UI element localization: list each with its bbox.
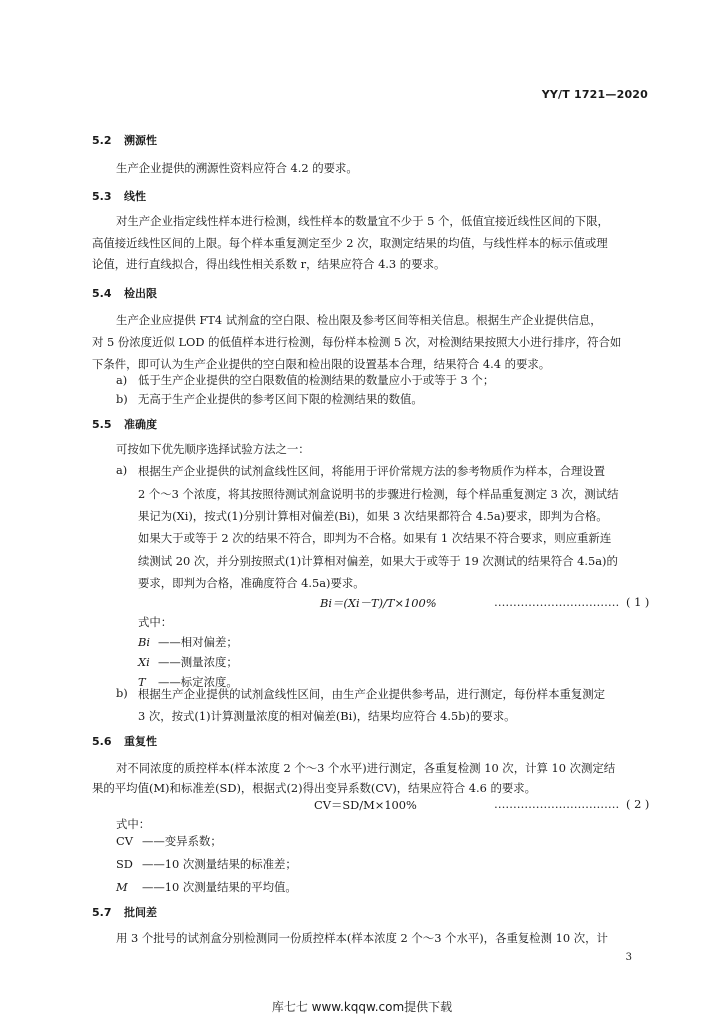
list-item-label: b)	[116, 686, 128, 700]
section-title: 批间差	[124, 906, 157, 919]
symbol: SD	[116, 857, 133, 871]
formula-2-leader-dots: ……………………………	[494, 797, 620, 811]
list-item-text: 无高于生产企业提供的参考区间下限的检测结果的数值。	[138, 392, 423, 406]
symbol-definition	[138, 634, 238, 650]
where-label: 式中：	[116, 817, 151, 831]
paragraph-line: 论值，进行直线拟合，得出线性相关系数 r，结果应符合 4.3 的要求。	[92, 257, 446, 271]
section-heading-5-7	[92, 904, 157, 920]
paragraph-line: 2 个～3 个浓度，将其按照待测试剂盒说明书的步骤进行检测，每个样品重复测定 3 次，测试结	[138, 487, 619, 501]
section-title: 线性	[124, 190, 146, 203]
section-title: 重复性	[124, 735, 157, 748]
paragraph-line: 生产企业应提供 FT4 试剂盒的空白限、检出限及参考区间等相关信息。根据生产企业提供信息，	[116, 313, 602, 327]
symbol-definition	[138, 654, 238, 670]
symbol: M	[116, 880, 128, 894]
symbol: CV	[116, 834, 133, 848]
section-number: 5.7	[92, 906, 112, 919]
section-number: 5.5	[92, 418, 112, 431]
section-title: 检出限	[124, 287, 157, 300]
paragraph-line: 续测试 20 次，并分别按照式(1)计算相对偏差，如果大于或等于 19 次测试的结果符合 4.5a)的	[138, 554, 618, 568]
list-item-label: b)	[116, 392, 128, 406]
section-number: 5.4	[92, 287, 112, 300]
symbol: Bi	[138, 635, 151, 649]
paragraph-line: 果记为(Xi)，按式(1)分别计算相对偏差(Bi)，如果 3 次结果都符合 4.5a)要求，即判为合格。	[138, 509, 608, 523]
paragraph-line: 要求，即判为合格，准确度符合 4.5a)要求。	[138, 576, 365, 590]
list-item-text: 低于生产企业提供的空白限数值的检测结果的数量应小于或等于 3 个；	[138, 373, 495, 387]
section-title: 准确度	[124, 418, 157, 431]
section-number: 5.3	[92, 190, 112, 203]
formula-1-leader-dots: ……………………………	[494, 595, 620, 609]
formula-2-number: ( 2 )	[626, 797, 650, 811]
paragraph-line: 下条件，即可认为生产企业提供的空白限和检出限的设置基本合理，结果符合 4.4 的要求。	[92, 357, 551, 371]
section-heading-5-4	[92, 285, 157, 301]
footer-watermark: 库七七 www.kqqw.com提供下载	[271, 1000, 453, 1014]
paragraph-line: 生产企业提供的溯源性资料应符合 4.2 的要求。	[116, 161, 358, 175]
symbol-definition	[116, 879, 297, 895]
symbol-definition	[116, 856, 297, 872]
paragraph-line: 3 次，按式(1)计算测量浓度的相对偏差(Bi)，结果均应符合 4.5b)的要求。	[138, 709, 516, 723]
paragraph-line: 对不同浓度的质控样本(样本浓度 2 个～3 个水平)进行测定，各重复检测 10 次，计算 10 次测定结	[116, 761, 616, 775]
standard-code: YY/T 1721—2020	[541, 88, 648, 101]
list-item	[116, 372, 494, 388]
symbol-definition	[116, 833, 222, 849]
symbol: Xi	[138, 655, 150, 669]
paragraph-line: 用 3 个批号的试剂盒分别检测同一份质控样本(样本浓度 2 个～3 个水平)，各重复检测 10 次，计	[116, 931, 608, 945]
paragraph-line: 果的平均值(M)和标准差(SD)，根据式(2)得出变异系数(CV)，结果应符合 4.6 的要求。	[92, 781, 537, 795]
paragraph-line: 可按如下优先顺序选择试验方法之一：	[116, 442, 310, 456]
section-heading-5-2	[92, 132, 157, 148]
definition-text: ——10 次测量结果的标准差；	[142, 857, 297, 871]
paragraph-line: 对生产企业指定线性样本进行检测，线性样本的数量宜不少于 5 个，低值宜接近线性区间的下限，	[116, 214, 609, 228]
section-number: 5.6	[92, 735, 112, 748]
where-label: 式中：	[138, 615, 173, 629]
paragraph-line: 根据生产企业提供的试剂盒线性区间，由生产企业提供参考品，进行测定，每份样本重复测定	[138, 687, 606, 701]
paragraph-line: 根据生产企业提供的试剂盒线性区间，将能用于评价常规方法的参考物质作为样本，合理设置	[138, 464, 606, 478]
paragraph-line: 高值接近线性区间的上限。每个样本重复测定至少 2 次，取测定结果的均值，与线性样本的标示值或理	[92, 236, 608, 250]
paragraph-line: 对 5 份浓度近似 LOD 的低值样本进行检测，每份样本检测 5 次，对检测结果按照大小进行排序，符合如	[92, 335, 622, 349]
section-number: 5.2	[92, 134, 112, 147]
paragraph-line: 如果大于或等于 2 次的结果不符合，即判为不合格。如果有 1 次结果不符合要求，则应重新连	[138, 531, 612, 545]
page-number: 3	[625, 952, 632, 963]
section-heading-5-6	[92, 733, 157, 749]
list-item	[116, 391, 423, 407]
formula-1-number: ( 1 )	[626, 595, 650, 609]
section-heading-5-5	[92, 416, 157, 432]
definition-text: ——变异系数；	[142, 834, 222, 848]
symbol: T	[138, 675, 146, 689]
list-item-label: a)	[116, 373, 128, 387]
list-item-label: a)	[116, 463, 128, 477]
section-title: 溯源性	[124, 134, 157, 147]
definition-text: ——相对偏差；	[158, 635, 238, 649]
definition-text: ——标定浓度。	[158, 675, 238, 689]
formula-2: CV＝SD/M×100%	[314, 798, 417, 812]
definition-text: ——10 次测量结果的平均值。	[142, 880, 297, 894]
section-heading-5-3	[92, 188, 146, 204]
definition-text: ——测量浓度；	[158, 655, 238, 669]
formula-1: Bi＝(Xi－T)/T×100%	[320, 596, 437, 610]
